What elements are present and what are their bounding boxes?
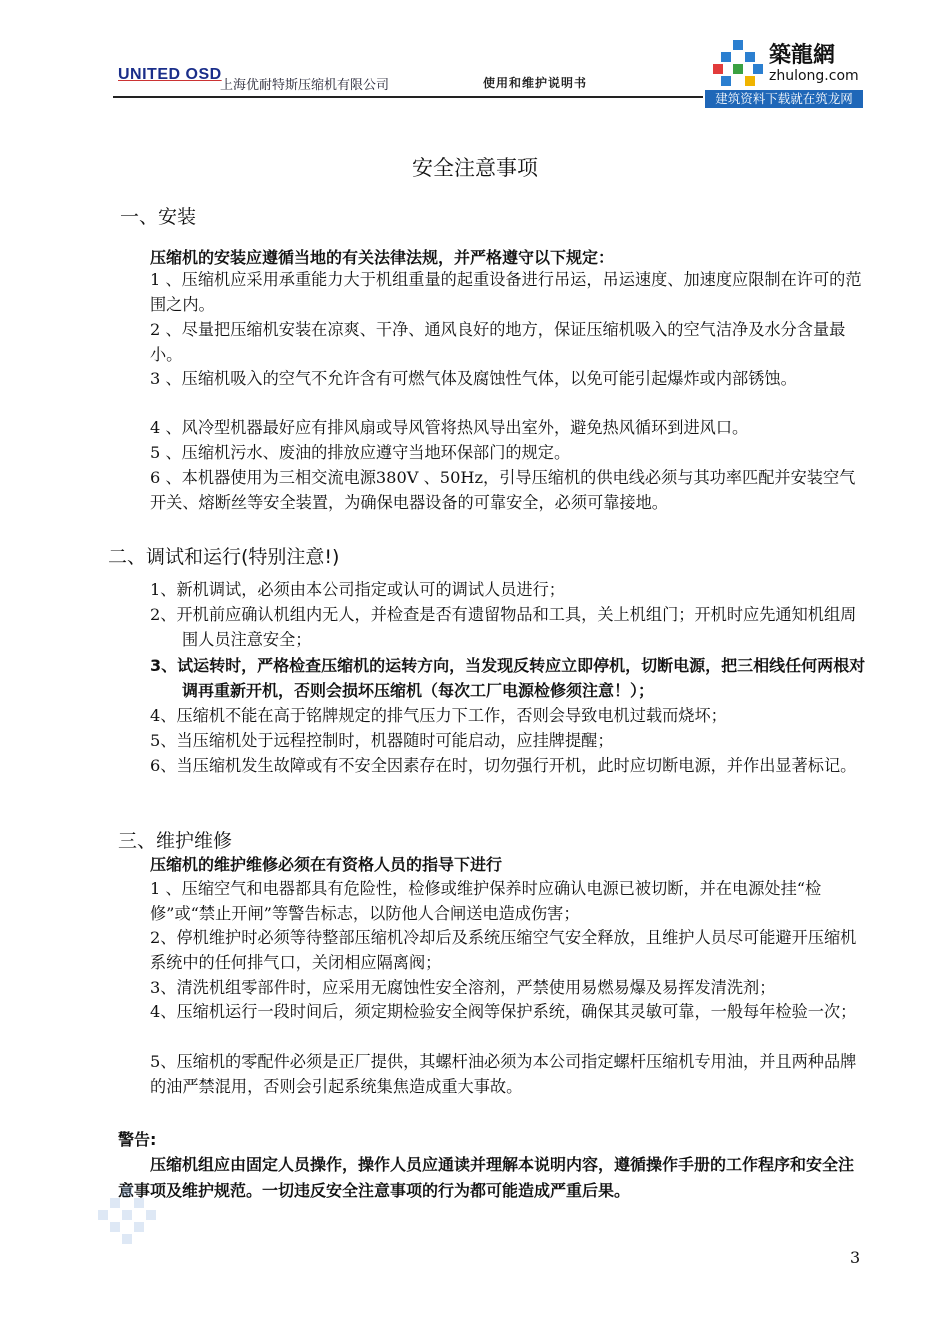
watermark-snowflake-icon bbox=[92, 1182, 162, 1246]
list-item: 1 、压缩机应采用承重能力大于机组重量的起重设备进行吊运，吊运速度、加速度应限制在许可的范围之内。 bbox=[150, 270, 862, 314]
list-item: 6 、本机器使用为三相交流电源380V 、50Hz，引导压缩机的供电线必须与其功率匹配并安装空气开关、熔断丝等安全装置，为确保电器设备的可靠安全，必须可靠接地。 bbox=[150, 468, 856, 512]
list-item: 3、清洗机组零部件时，应采用无腐蚀性安全溶剂，严禁使用易燃易爆及易挥发清洗剂； bbox=[150, 978, 776, 997]
section-heading-commissioning: 二、调试和运行(特别注意!) bbox=[108, 546, 340, 568]
header-divider bbox=[113, 96, 707, 98]
united-osd-logo: UNITED OSD bbox=[118, 66, 222, 83]
list-item: 2、停机维护时必须等待整部压缩机冷却后及系统压缩空气安全释放，且维护人员尽可能避开压缩机系统中的任何排气口，关闭相应隔离阀； bbox=[150, 928, 857, 972]
list-item: 5、压缩机的零配件必须是正厂提供，其螺杆油必须为本公司指定螺杆压缩机专用油，并且两种品牌的油严禁混用，否则会引起系统集焦造成重大事故。 bbox=[150, 1052, 857, 1096]
list-item: 3 、压缩机吸入的空气不允许含有可燃气体及腐蚀性气体，以免可能引起爆炸或内部锈蚀。 bbox=[150, 369, 797, 388]
warning-text: 压缩机组应由固定人员操作，操作人员应通读并理解本说明内容，遵循操作手册的工作程序和安全注意事项及维护规范。一切违反安全注意事项的行为都可能造成严重后果。 bbox=[118, 1155, 855, 1200]
zhulong-chinese-name: 築龍網 bbox=[769, 43, 836, 68]
header-manual-title: 使用和维护说明书 bbox=[483, 76, 588, 90]
page-title: 安全注意事项 bbox=[412, 156, 538, 180]
list-item: 4、压缩机不能在高于铭牌规定的排气压力下工作，否则会导致电机过载而烧坏； bbox=[150, 706, 727, 725]
section-heading-installation: 一、安装 bbox=[120, 206, 197, 228]
zhulong-logo bbox=[703, 32, 865, 110]
list-item: 6、当压缩机发生故障或有不安全因素存在时，切勿强行开机，此时应切断电源，并作出显著标记。 bbox=[150, 756, 857, 775]
section-intro: 压缩机的安装应遵循当地的有关法律法规，并严格遵守以下规定： bbox=[150, 248, 615, 267]
zhulong-banner: 建筑资料下载就在筑龙网 bbox=[705, 90, 863, 108]
list-item: 5、当压缩机处于远程控制时，机器随时可能启动，应挂牌提醒； bbox=[150, 731, 614, 750]
warning-label: 警告: bbox=[118, 1130, 157, 1149]
section-heading-maintenance: 三、维护维修 bbox=[118, 830, 233, 852]
list-item: 5 、压缩机污水、废油的排放应遵守当地环保部门的规定。 bbox=[150, 443, 571, 462]
list-item: 4、压缩机运行一段时间后，须定期检验安全阀等保护系统，确保其灵敏可靠，一般每年检验一次； bbox=[150, 1002, 857, 1021]
header-company-name: 上海优耐特斯压缩机有限公司 bbox=[220, 77, 390, 92]
list-item: 1 、压缩空气和电器都具有危险性，检修或维护保养时应确认电源已被切断，并在电源处挂“检修”或“禁止开闸”等警告标志，以防他人合闸送电造成伤害； bbox=[150, 879, 822, 923]
list-item-critical: 3、试运转时，严格检查压缩机的运转方向，当发现反转应立即停机，切断电源，把三相线任何两根对调再重新开机，否则会损坏压缩机（每次工厂电源检修须注意！）； bbox=[150, 656, 866, 700]
list-item: 2 、尽量把压缩机安装在凉爽、干净、通风良好的地方，保证压缩机吸入的空气洁净及水分含量最小。 bbox=[150, 320, 846, 364]
list-item: 4 、风冷型机器最好应有排风扇或导风管将热风导出室外，避免热风循环到进风口。 bbox=[150, 418, 749, 437]
list-item: 1、新机调试，必须由本公司指定或认可的调试人员进行； bbox=[150, 580, 565, 599]
list-item: 2、开机前应确认机组内无人，并检查是否有遗留物品和工具，关上机组门；开机时应先通知机组周围人员注意安全； bbox=[150, 605, 857, 649]
zhulong-emblem-icon bbox=[711, 38, 765, 88]
section-intro: 压缩机的维护维修必须在有资格人员的指导下进行 bbox=[150, 855, 503, 874]
zhulong-domain: zhulong.com bbox=[769, 68, 859, 84]
page-number: 3 bbox=[850, 1248, 861, 1267]
